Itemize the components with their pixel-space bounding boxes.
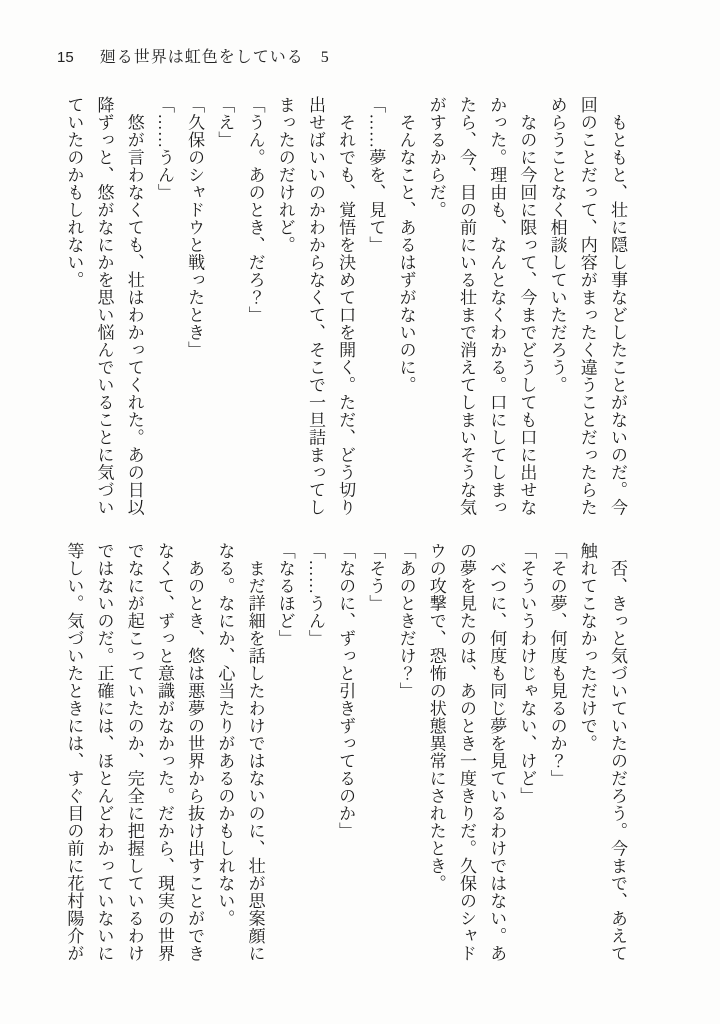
text-line: そんなこと、あるはずがないのに。 [396, 96, 416, 394]
text-line: 「そういうわけじゃない、けど」 [517, 542, 537, 805]
text-line: ではないのだ。正確には、ほとんどわかっていないに [94, 542, 114, 962]
text-line: 「なのに、ずっと引きずってるのか」 [336, 542, 356, 840]
text-line: 「……うん」 [305, 542, 325, 647]
text-block-top [58, 96, 632, 520]
text-line: 「……夢を、見て」 [366, 96, 386, 254]
text-line: あのとき、悠は悪夢の世界から抜け出すことができ [185, 542, 205, 962]
book-title: 廻る世界は虹色をしている 5 [99, 49, 330, 66]
text-line: めらうことなく相談していただろう。 [547, 96, 567, 394]
text-line: がするからだ。 [426, 96, 446, 219]
text-line: なる。なにか、心当たりがあるのかもしれない。 [215, 542, 235, 927]
text-line: 降ずっと、悠がなにかを思い悩んでいることに気づい [94, 96, 114, 516]
text-line: べつに、何度も同じ夢を見ているわけではない。あ [487, 542, 507, 962]
text-line: ていたのかもしれない。 [64, 96, 84, 289]
text-line: 「久保のシャドウと戦ったとき」 [185, 96, 205, 359]
text-line: 「あのときだけ？」 [396, 542, 416, 700]
text-line: もともと、壮に隠し事などしたことがないのだ。今 [608, 96, 627, 516]
text-line: 触れてこなかっただけで。 [577, 542, 597, 752]
text-line: たら、今、目の前にいる壮まで消えてしまいそうな気 [456, 96, 476, 516]
text-line: まだ詳細を話したわけではないのに、壮が思案顔に [245, 542, 265, 962]
text-line: 出せばいいのかわからなくて、そこで一旦詰まってし [305, 96, 325, 516]
text-line: なのに今回に限って、今までどうしても口に出せな [517, 96, 537, 516]
text-line: の夢を見たのは、あのとき一度きりだ。久保のシャド [456, 542, 476, 962]
text-line: 「うん。あのとき、だろ？」 [245, 96, 265, 324]
text-line: それでも、覚悟を決めて口を開く。ただ、どう切り [336, 96, 356, 516]
text-line: なくて、ずっと意識がなかった。だから、現実の世界 [154, 542, 174, 962]
page-number: 15 [57, 49, 74, 66]
text-line: 「その夢、何度も見るのか？」 [547, 542, 567, 787]
text-line: かった。理由も、なんとなくわかる。口にしてしまっ [487, 96, 507, 516]
text-line: 否、きっと気づいていたのだろう。今まで、あえて [608, 542, 627, 962]
text-line: まったのだけれど。 [275, 96, 295, 254]
text-line: 等しい。気づいたときには、すぐ目の前に花村陽介が [64, 542, 84, 962]
text-line: 悠が言わなくても、壮はわかってくれた。あの日以 [124, 96, 144, 516]
text-block-bottom [58, 542, 632, 966]
text-line: 「え」 [215, 96, 235, 149]
text-line: 「そう」 [366, 542, 386, 612]
text-line: 回のことだって、内容がまったく違うことだったらた [577, 96, 597, 516]
text-line: 「なるほど」 [275, 542, 295, 647]
text-line: 「……うん」 [154, 96, 174, 201]
running-head [57, 44, 330, 67]
text-line: ウの攻撃で、恐怖の状態異常にされたとき。 [426, 542, 446, 892]
text-line: でなにが起こっていたのか、完全に把握しているわけ [124, 542, 144, 962]
